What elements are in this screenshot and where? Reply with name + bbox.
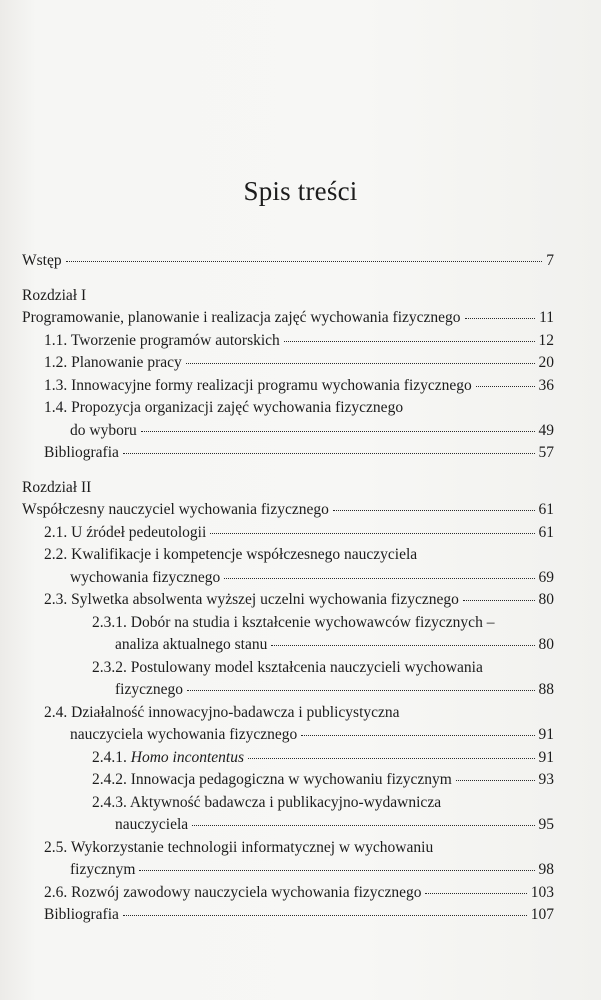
toc-entry-2-3-2-line1: 2.3.2. Postulowany model kształcenia nauczycieli wychowania — [92, 658, 483, 676]
toc-entry-2-3-2: fizycznego 88 — [22, 679, 554, 702]
page-number: 7 — [546, 252, 554, 269]
page-number: 91 — [538, 748, 554, 766]
toc-entry-bibliography-2: Bibliografia 107 — [22, 904, 554, 927]
page-number: 98 — [538, 861, 554, 878]
page-number: 93 — [538, 771, 554, 788]
toc-entry-2-4-1: 2.4.1. Homo incontentus 91 — [22, 747, 554, 770]
page-number: 80 — [538, 591, 554, 608]
page-number: 61 — [538, 501, 554, 518]
page-number: 49 — [538, 421, 554, 439]
toc-entry-2-3-1: analiza aktualnego stanu 80 — [22, 634, 554, 657]
page-number: 80 — [538, 636, 554, 653]
toc-entry-1-4-line1: 1.4. Propozycja organizacji zajęć wychowania fizycznego — [44, 399, 404, 416]
toc-entry-2-5-line1: 2.5. Wykorzystanie technologii informatycznej w wychowaniu — [44, 838, 434, 856]
toc-entry-1-3: 1.3. Innowacyjne formy realizacji programu wychowania fizycznego 36 — [22, 375, 554, 398]
page-number: 12 — [538, 331, 554, 349]
toc-entry-2-2-line1: 2.2. Kwalifikacje i kompetencje współczesnego nauczyciela — [44, 546, 418, 563]
table-of-contents — [22, 250, 554, 927]
toc-entry-2-4-2: 2.4.2. Innowacja pedagogiczna w wychowaniu fizycznym 93 — [22, 769, 554, 792]
page-number: 88 — [538, 681, 554, 698]
toc-entry-2-4-line1: 2.4. Działalność innowacyjno-badawcza i publicystyczna — [44, 703, 400, 721]
page-number: 57 — [538, 444, 554, 461]
toc-entry-2-4-3: nauczyciela 95 — [22, 814, 554, 837]
page-number: 107 — [530, 906, 554, 923]
toc-entry-1-2: 1.2. Planowanie pracy 20 — [22, 352, 554, 375]
toc-entry-2-3-1-line1: 2.3.1. Dobór na studia i kształcenie wychowawców fizycznych – — [92, 613, 495, 631]
page-number: 91 — [538, 726, 554, 743]
chapter-1-title: Programowanie, planowanie i realizacja zajęć wychowania fizycznego 11 — [22, 307, 554, 330]
page-number: 95 — [538, 816, 554, 833]
toc-entry-bibliography-1: Bibliografia 57 — [22, 442, 554, 465]
toc-entry-2-4-3-line1: 2.4.3. Aktywność badawcza i publikacyjno-wydawnicza — [92, 793, 442, 811]
page-number: 36 — [538, 376, 554, 394]
toc-entry-intro: Wstęp 7 — [22, 250, 554, 273]
page-number: 61 — [538, 523, 554, 541]
chapter-1-heading: Rozdział I — [22, 286, 87, 304]
page-number: 69 — [538, 568, 554, 586]
toc-entry-2-5: fizycznym 98 — [22, 859, 554, 882]
chapter-2-heading: Rozdział II — [22, 478, 92, 496]
toc-entry-2-4: nauczyciela wychowania fizycznego 91 — [22, 724, 554, 747]
toc-entry-2-3: 2.3. Sylwetka absolwenta wyższej uczelni wychowania fizycznego 80 — [22, 589, 554, 612]
page-title: Spis treści — [243, 176, 358, 206]
toc-entry-1-1: 1.1. Tworzenie programów autorskich 12 — [22, 330, 554, 353]
toc-entry-1-4: do wyboru 49 — [22, 420, 554, 443]
toc-entry-2-1: 2.1. U źródeł pedeutologii 61 — [22, 522, 554, 545]
page-number: 11 — [539, 309, 554, 326]
toc-entry-2-2: wychowania fizycznego 69 — [22, 567, 554, 590]
page-number: 103 — [530, 883, 554, 901]
page-number: 20 — [538, 354, 554, 371]
toc-entry-2-6: 2.6. Rozwój zawodowy nauczyciela wychowania fizycznego 103 — [22, 882, 554, 905]
chapter-2-title: Współczesny nauczyciel wychowania fizycznego 61 — [22, 499, 554, 522]
